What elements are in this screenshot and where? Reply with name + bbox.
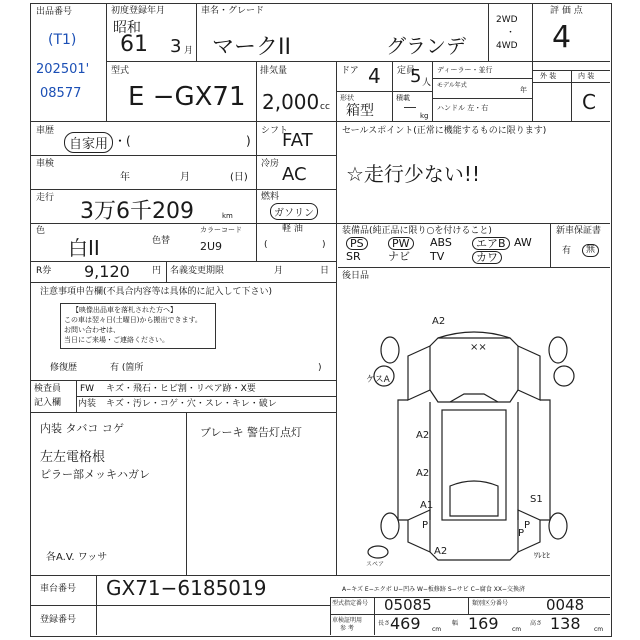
fuel-paren-open: ( [264,240,268,250]
inspection-label: 車検 [36,159,55,169]
notes-line4: 当日にご来場・ご連絡ください。 [64,336,169,344]
year-unit: 年 [520,86,527,94]
mark-left-rear-p: P [422,520,429,531]
model-label: 型式 [111,66,130,76]
lot-number-line1: (T1) [48,32,77,48]
rule [336,91,432,92]
month-unit: 月 [184,46,194,56]
rule [374,597,375,635]
height-label: 高さ [530,620,543,627]
car-damage-diagram [338,290,610,574]
use-close: ) [246,134,251,148]
int-score: C [582,90,596,114]
height-unit: cm [594,626,604,633]
width-label: 幅 [452,620,459,627]
mileage-value: 3万6千209 [80,199,194,224]
repair-label: 修復歴 [50,363,78,373]
width: 169 [468,614,499,633]
yen-unit: 円 [152,266,162,276]
color-label: 色 [36,226,46,236]
category: 0048 [546,596,585,614]
name-label: 車名・グレード [201,6,265,16]
notes-title: 注意事項申告欄(不具合内容等は具体的に記入して下さい) [40,287,273,297]
rule [432,98,532,99]
rule [106,61,610,62]
rule [166,261,167,282]
inspector-label1: 検査員 [34,384,62,394]
lot-label: 出品番号 [36,7,73,17]
color-code: 2U9 [200,240,223,253]
rule [186,412,187,575]
rule [571,70,572,121]
equip-label: 装備品(純正品に限り○を付けること) [342,226,492,236]
rule [30,121,610,122]
equip-item: カワ [472,251,502,264]
ownership-label: 名義変更期限 [170,266,225,276]
spare-label: スペア [366,561,385,568]
insp-note-3: ピラー部メッキハガレ [40,468,150,481]
mark-rear-note: ﾜﾚﾋﾋ [534,551,550,560]
rule [336,61,337,575]
capacity: 5 [410,66,422,87]
load-label: 積載 [396,94,410,102]
rule [30,261,336,262]
reg-label: 登録番号 [40,615,77,625]
repair-close: ) [318,363,322,373]
lot-number-line2: 202501' [36,62,90,77]
shape: 箱型 [346,103,374,119]
cooler-label: 冷房 [261,159,280,169]
mark-left-front-door: A2 [416,430,430,441]
equip-item: TV [430,250,445,263]
width-unit: cm [512,626,522,633]
height: 138 [550,614,581,633]
insp-note-right: ブレーキ 警告灯点灯 [200,426,303,439]
eval-score: 4 [552,20,572,55]
ext-label: 外 装 [540,72,557,80]
mark-left-rear-quarter: A1 [420,500,434,511]
displacement: 2,000 [262,90,320,114]
era: 昭和 [113,20,141,36]
km-unit: km [222,212,233,220]
eval-label: 評 価 点 [550,6,583,16]
insp-note-1: 内装 タバコ コゲ [40,422,124,435]
insp-note-2: 左左電格根 [40,450,106,465]
grade: グランデ [386,34,466,58]
ins-day: (日) [230,172,248,183]
mark-right-rear-quarter: S1 [530,494,543,505]
inspector-label2: 記入欄 [34,398,62,408]
fuel-other: 軽 油 [282,224,303,234]
fw-label: FW [80,384,95,394]
drive-sep: ・ [506,28,516,38]
notes-line1: 【映像出品車を落札された方へ】 [72,306,177,314]
use-label: 車歴 [36,126,55,136]
equip-item: エアB [472,237,510,250]
doors-label: ドア [341,66,359,76]
rule [30,412,336,413]
recycle-label: R券 [36,266,52,276]
rule [532,3,533,121]
handle-label: ハンドル 左・右 [437,104,489,112]
load-value: ― [404,100,416,114]
ins-month: 月 [180,172,190,183]
warranty-no: 無 [582,244,599,257]
category-label: 類別区分番号 [472,600,509,607]
capacity-label: 定員 [397,66,416,76]
recolor-label: 色替 [152,236,171,246]
rule [256,61,257,121]
rule [256,155,336,156]
length-label: 長さ [378,620,391,627]
drive-4wd: 4WD [496,41,518,51]
mileage-label: 走行 [36,193,55,203]
person-unit: 人 [422,78,432,88]
rule [256,189,336,190]
model-year-label: モデル年式 [437,82,467,89]
rule [196,3,197,61]
aftermarket-label: 後日品 [342,271,370,281]
reg-year: 61 [120,32,148,57]
mark-front-bumper: A2 [432,316,446,327]
int-insp-text: キズ・汚レ・コゲ・穴・スレ・キレ・破レ [106,399,277,409]
model: E −GX71 [128,82,246,112]
mark-hood: ×× [470,342,487,353]
cooler-value: AC [282,164,307,185]
int-label: 内 装 [578,72,595,80]
mark-rear-bumper: A2 [434,546,448,557]
equip-item: ABS [430,236,452,249]
type-designation-label: 型式指定番号 [332,600,369,607]
recycle-value: 9,120 [84,262,130,281]
shape-label: 形状 [340,94,354,102]
doors: 4 [368,64,381,88]
insp-note-4: 各A.V. ワッサ [46,552,108,563]
car-name: マークII [212,35,291,60]
rule [532,82,610,83]
fw-text: キズ・飛石・ヒビ割・リペア跡・X要 [106,384,256,394]
fuel-label: 燃料 [261,192,280,202]
own-month: 月 [274,266,284,276]
rule [106,3,107,121]
equip-item: SR [346,250,361,263]
ref-label1: 車検証明用 [332,617,363,624]
equip-item: PS [346,237,368,250]
lot-number-line3: 08577 [40,86,82,101]
rule [432,61,433,121]
warranty-yes: 有 [562,246,572,256]
equip-item: ナビ [388,250,410,263]
reg-month: 3 [170,36,182,57]
rule [330,597,331,635]
notes-line2: この車は翌々日(土曜日)から搬出できます。 [64,316,202,324]
chassis: GX71−6185019 [106,576,267,600]
rule [30,605,330,606]
equip-item: PW [388,237,414,250]
kg-unit: kg [420,112,429,120]
use-value: 自家用 [64,132,113,153]
equip-item: AW [514,236,532,249]
rule [338,267,610,268]
color-value: 白II [68,236,100,260]
mark-left-rear-door: A2 [416,468,430,479]
int-insp-label: 内装 [78,399,97,409]
fuel-paren-close: ) [322,240,326,250]
chassis-label: 車台番号 [40,584,77,594]
rule [96,575,97,635]
color-code-label: カラーコード [200,226,242,234]
displacement-label: 排気量 [260,66,288,76]
own-day: 日 [320,266,330,276]
rule [468,597,469,614]
shift-value: FAT [282,130,313,151]
sales-text: ☆走行少ない!! [346,162,480,186]
dealer-label: ディーラー・並行 [437,66,493,74]
notes-line3: お問い合わせは、 [64,326,120,334]
warranty-label: 新車保証書 [556,226,602,236]
drive-2wd: 2WD [496,15,518,25]
repair-value: 有 (箇所 [110,363,144,373]
rule [550,223,551,267]
rule [256,121,257,261]
damage-legend: A−キズ E−エクボ U−凹み W−板修跡 S−サビ C−腐食 XX−交換済 [342,586,525,593]
rule [76,396,336,397]
ins-year: 年 [120,172,130,183]
mark-rear-right: P [518,528,525,539]
type-designation: 05085 [384,596,432,614]
fuel-value: ガソリン [270,203,318,220]
length-unit: cm [432,626,442,633]
ref-label2: 参 考 [340,625,354,632]
mark-left-mirror: ケスA [366,375,390,385]
use-paren: ・( [114,134,131,148]
length: 469 [390,614,421,633]
cc-unit: cc [320,102,330,112]
first-reg-label: 初度登録年月 [111,6,166,16]
rule [30,282,336,283]
rule [488,3,489,61]
shift-label: シフト [261,126,289,136]
rule [432,78,532,79]
mark-right-rear-p: P [524,520,531,531]
sales-label: セールスポイント(正常に機能するものに限ります) [342,126,547,136]
